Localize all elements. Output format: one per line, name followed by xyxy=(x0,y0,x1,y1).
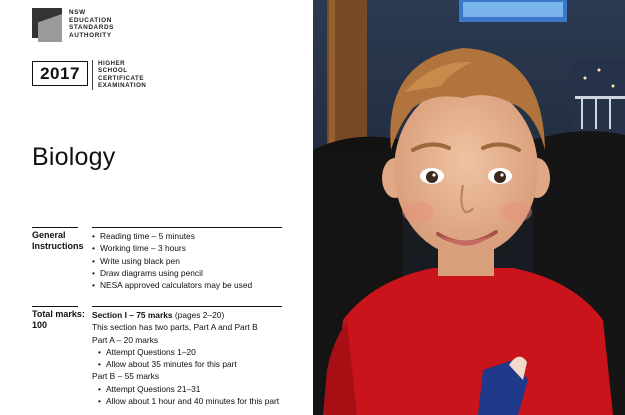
total-marks-label: Total marks: 100 xyxy=(32,306,85,331)
general-instructions-list xyxy=(92,230,252,291)
list-item: • Write using black pen xyxy=(92,255,252,267)
list-item: • Reading time – 5 minutes xyxy=(92,230,252,242)
exam-year: 2017 xyxy=(32,61,88,86)
nesa-logo xyxy=(32,8,114,42)
list-item: • Draw diagrams using pencil xyxy=(92,267,252,279)
hsc-title: HIGHER SCHOOL CERTIFICATE EXAMINATION xyxy=(92,60,146,90)
list-item: • Allow about 35 minutes for this part xyxy=(92,358,279,370)
divider xyxy=(92,227,282,228)
list-item: • Allow about 1 hour and 40 minutes for this part xyxy=(92,395,279,407)
list-item: • Attempt Questions 1–20 xyxy=(92,346,279,358)
divider xyxy=(92,306,282,307)
list-item: Part B – 55 marks xyxy=(92,371,160,382)
section-heading: Section I – 75 marks (pages 2–20) xyxy=(92,310,225,320)
list-item: • Working time – 3 hours xyxy=(92,242,252,254)
subject-title: Biology xyxy=(32,143,116,171)
list-item: This section has two parts, Part A and Part B xyxy=(92,322,258,333)
list-item: Part A – 20 marks xyxy=(92,334,159,345)
photo-illustration xyxy=(313,0,625,415)
general-instructions-label: General Instructions xyxy=(32,227,84,252)
list-item: • Attempt Questions 21–31 xyxy=(92,383,279,395)
boy-photo xyxy=(313,0,625,415)
nesa-logo-mark xyxy=(32,8,62,42)
list-item: • NESA approved calculators may be used xyxy=(92,279,252,291)
section-details xyxy=(92,309,279,407)
nesa-logo-text: NSW EDUCATION STANDARDS AUTHORITY xyxy=(69,9,115,39)
